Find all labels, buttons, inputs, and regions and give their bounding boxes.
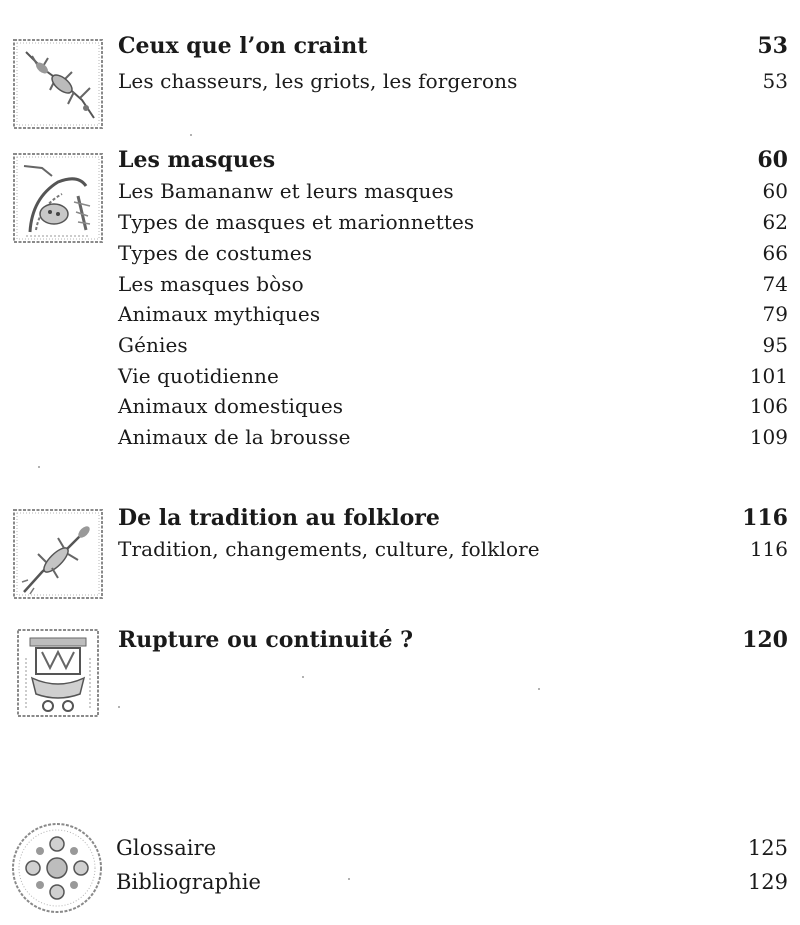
toc-entry-page: 95 [762,333,788,357]
toc-entry[interactable] [118,69,788,93]
toc-heading[interactable] [118,627,788,653]
toc-entry-title: Génies [118,333,188,357]
toc-entry[interactable] [118,241,788,265]
toc-heading[interactable] [118,33,788,59]
toc-entry-page: 79 [762,302,788,326]
toc-entry[interactable] [118,364,788,388]
toc-entry[interactable] [118,179,788,203]
toc-appendix-page: 125 [747,836,788,860]
scan-speck [190,134,192,136]
toc-entry[interactable] [118,333,788,357]
toc-entry[interactable] [118,210,788,234]
scan-speck [302,676,304,678]
toc-heading-title: Ceux que l’on craint [118,33,368,59]
toc-appendix-title: Bibliographie [116,870,262,894]
totem-motif-icon [16,628,100,718]
toc-appendix-title: Glossaire [116,836,217,860]
toc-heading[interactable] [118,505,788,531]
lizard-motif-icon [12,508,104,600]
toc-entry-title: Les masques bòso [118,272,304,296]
mask-motif-icon [12,152,104,244]
toc-entry[interactable] [118,394,788,418]
lizard-fish-motif-icon [12,38,104,130]
toc-appendix-entry[interactable] [116,836,788,860]
toc-heading-page: 60 [757,147,788,173]
toc-entry-title: Animaux de la brousse [118,425,351,449]
toc-heading-title: De la tradition au folklore [118,505,440,531]
toc-entry-page: 62 [762,210,788,234]
toc-entry[interactable] [118,272,788,296]
toc-heading-title: Rupture ou continuité ? [118,627,414,653]
toc-entry-page: 53 [762,69,788,93]
toc-heading-page: 116 [742,505,788,531]
scan-speck [38,466,40,468]
toc-entry-page: 109 [749,425,788,449]
toc-appendix-entry[interactable] [116,870,788,894]
toc-entry-page: 66 [762,241,788,265]
toc-entry-title: Animaux domestiques [118,394,344,418]
toc-entry[interactable] [118,537,788,561]
toc-entry-title: Animaux mythiques [118,302,321,326]
toc-entry-page: 74 [762,272,788,296]
toc-entry-page: 60 [762,179,788,203]
toc-entry-page: 106 [749,394,788,418]
toc-entry-title: Vie quotidienne [118,364,279,388]
round-ornament-icon [9,820,105,916]
toc-entry-page: 116 [749,537,788,561]
toc-entry-title: Les Bamananw et leurs masques [118,179,454,203]
scan-speck [118,706,120,708]
toc-entry[interactable] [118,425,788,449]
toc-heading-page: 53 [757,33,788,59]
toc-entry-title: Tradition, changements, culture, folklore [118,537,540,561]
toc-heading-title: Les masques [118,147,276,173]
toc-entry-page: 101 [749,364,788,388]
toc-heading[interactable] [118,147,788,173]
toc-entry-title: Types de masques et marionnettes [118,210,475,234]
scan-speck [538,688,540,690]
toc-appendix-page: 129 [747,870,788,894]
toc-heading-page: 120 [742,627,788,653]
toc-entry-title: Types de costumes [118,241,313,265]
scan-speck [348,878,350,880]
toc-entry-title: Les chasseurs, les griots, les forgerons [118,69,518,93]
toc-entry[interactable] [118,302,788,326]
